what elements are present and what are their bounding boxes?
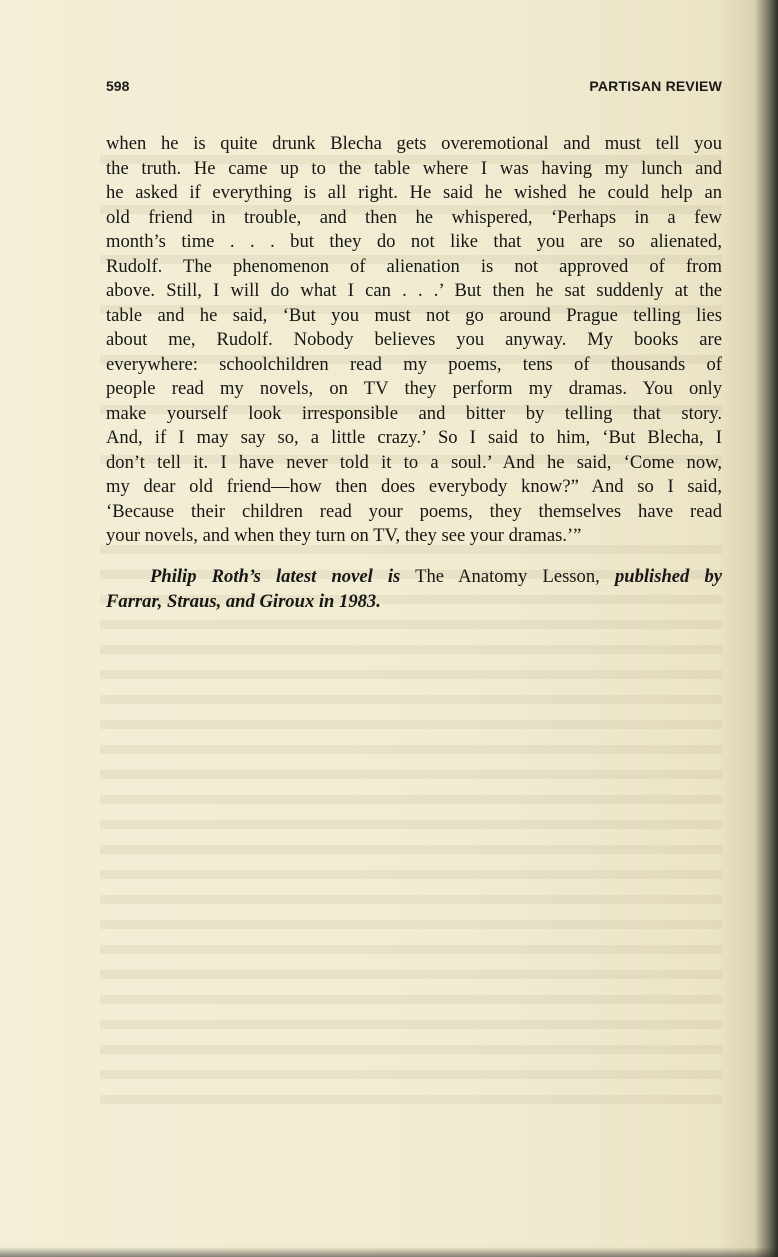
book-title: The Anatomy Lesson, [415,566,600,587]
text-line: when he is quite drunk Blecha gets overemotional and must tell you [106,133,722,154]
text-line: make yourself look irresponsible and bitter by telling that story. [106,402,722,424]
page-number: 598 [106,78,130,94]
bleed-through-line [100,745,722,754]
bleed-through-line [100,820,722,829]
bio-line [106,565,722,590]
bleed-through-line [100,720,722,729]
bleed-through-line [100,1070,722,1079]
bleed-through-line [100,845,722,854]
text-line: table and he said, ‘But you must not go around Prague telling lies [106,304,722,326]
text-line: everywhere: schoolchildren read my poems, tens of thousands of [106,353,722,375]
author-bio-note [106,565,722,614]
bleed-through-line [100,795,722,804]
bio-text: published by [614,566,723,587]
text-line: your novels, and when they turn on TV, they see your dramas.’” [106,525,582,546]
bleed-through-line [100,1020,722,1029]
text-line: my dear old friend—how then does everybody know?” And so I said, [106,476,722,497]
text-line: don’t tell it. I have never told it to a soul.’ And he said, ‘Come now, [106,451,722,473]
text-line: month’s time . . . but they do not like that you are so alienated, [106,231,722,252]
text-line: about me, Rudolf. Nobody believes you anyway. My books are [106,329,722,350]
bio-publisher: Farrar, Straus, and Giroux in 1983. [106,590,381,612]
text-line: the truth. He came up to the table where I was having my lunch and [106,157,722,179]
bleed-through-line [100,770,722,779]
bleed-through-line [100,670,722,679]
bleed-through-line [100,620,722,629]
text-line: Rudolf. The phenomenon of alienation is not approved of from [106,255,722,277]
bleed-through-line [100,1045,722,1054]
body-paragraph [106,132,722,549]
bleed-through-line [100,945,722,954]
bleed-through-line [100,870,722,879]
bleed-through-line [100,695,722,704]
text-line: ‘Because their children read your poems, they themselves have read [106,500,722,522]
bio-text: Philip Roth’s latest novel is [150,566,401,587]
text-line: he asked if everything is all right. He said he wished he could help an [106,182,722,203]
bleed-through-line [100,1095,722,1104]
bleed-through-line [100,895,722,904]
bio-line [106,590,722,615]
bleed-through-line [100,970,722,979]
running-head: PARTISAN REVIEW [589,78,722,94]
text-line: old friend in trouble, and then he whispered, ‘Perhaps in a few [106,206,722,228]
text-line: people read my novels, on TV they perform my dramas. You only [106,378,722,399]
bleed-through-line [100,995,722,1004]
bleed-through-line [100,645,722,654]
running-header [106,78,722,100]
text-line: And, if I may say so, a little crazy.’ So I said to him, ‘But Blecha, I [106,427,722,448]
bleed-through-line [100,920,722,929]
page-edge-shadow [0,1247,778,1257]
text-line: above. Still, I will do what I can . . .’ But then he sat suddenly at the [106,280,722,301]
